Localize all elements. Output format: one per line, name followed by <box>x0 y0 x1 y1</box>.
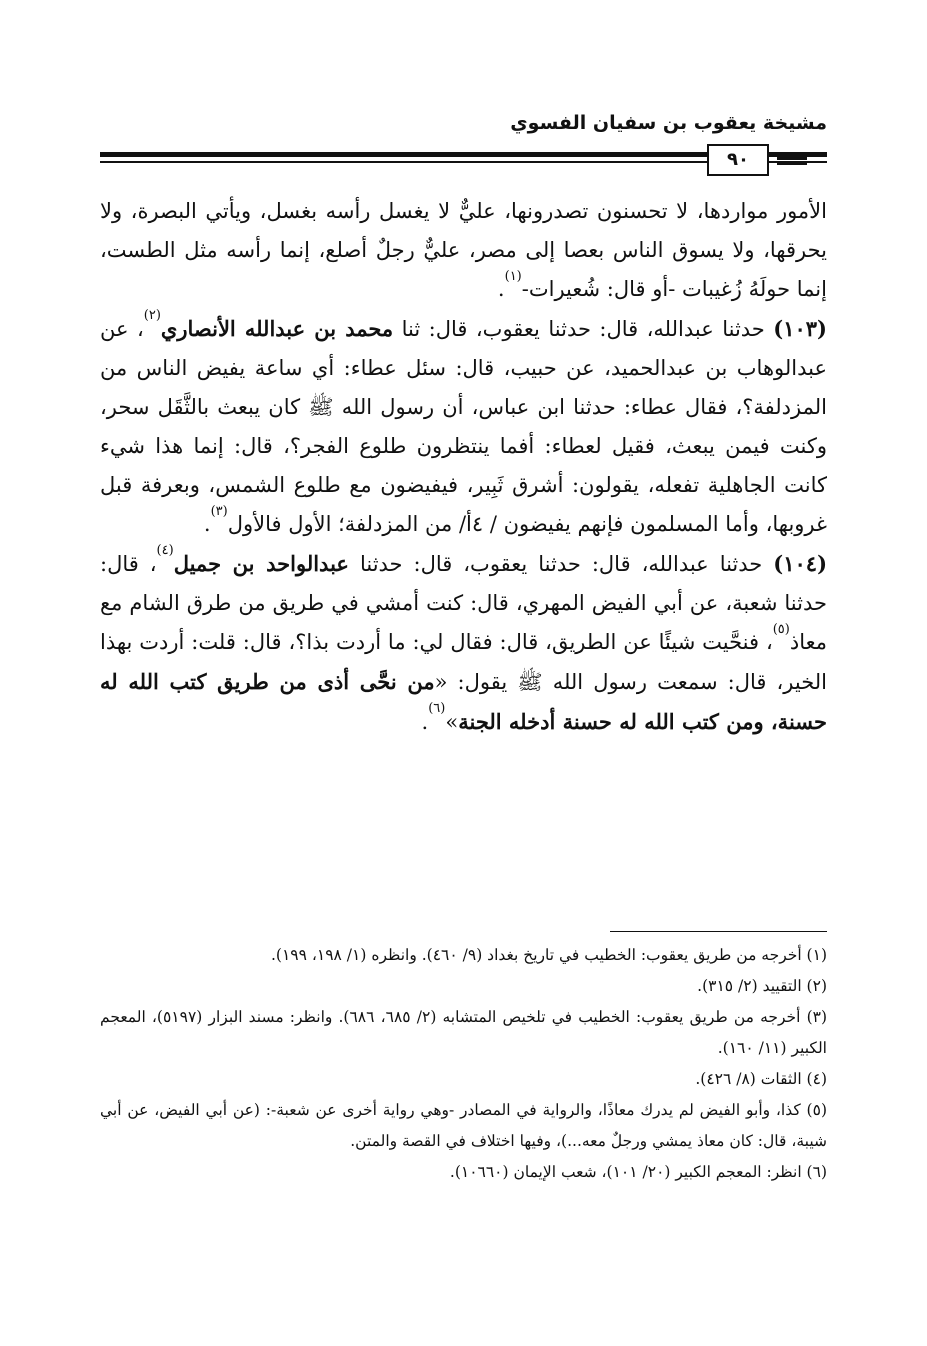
footnote-1: (١) أخرجه من طريق يعقوب: الخطيب في تاريخ بغداد (٩/ ٤٦٠). وانظره (١/ ١٩٨، ١٩٩). <box>270 946 827 964</box>
hadith-entry-104 <box>100 544 827 742</box>
entry-text: ، قال: حدثنا شعبة، عن أبي الفيض المهري، قال: كنت أمشي في طريق من طرق الشام مع معاذ <box>100 552 827 654</box>
punctuation: . <box>203 512 211 536</box>
entry-text: حدثنا عبدالله، قال: حدثنا يعقوب، قال: ثنا <box>401 317 765 341</box>
footnote-4: (٤) الثقات (٨/ ٤٢٦). <box>695 1070 827 1088</box>
hadith-quote: من نحَّى أذى من طريق كتب الله له حسنة، ومن كتب الله له حسنة أدخله الجنة <box>100 669 827 734</box>
main-text <box>100 192 827 742</box>
narrator-name: محمد بن عبدالله الأنصاري <box>160 316 394 341</box>
punctuation: . <box>421 710 429 734</box>
punctuation: . <box>497 277 505 301</box>
footnote-ref: (١) <box>504 269 522 284</box>
page-number-ornament-thin <box>777 163 807 165</box>
entry-number: (١٠٣) <box>773 316 827 341</box>
footnote-5: (٥) كذا، وأبو الفيض لم يدرك معاذًا، والرواية في المصادر -وهي رواية أخرى عن شعبة-: (عن أبي الفيض، عن أبي شيبة، قال: كان معاذ يمشي ورجلٌ معه...)، وفيها اختلاف في القصة والمتن. <box>100 1101 827 1150</box>
footnote-ref: (٥) <box>772 622 790 637</box>
footnote-ref: (٣) <box>210 504 228 519</box>
footnote-6: (٦) انظر: المعجم الكبير (٢٠/ ١٠١)، شعب الإيمان (١٠٦٦٠). <box>449 1163 827 1181</box>
page-number-ornament <box>777 156 807 160</box>
entry-text: ، عن عبدالوهاب بن عبدالحميد، عن حبيب، قال: سئل عطاء: أي ساعة يفيض الناس من المزدلفة؟، فقال عطاء: حدثنا ابن عباس، أن رسول الله ﷺ كان يبعث بالثَّقَل سحر، وكنت فيمن يبعث، فقيل لعطاء: أفما ينتظرون طلوع الفجر؟، قال: إنما هذا شيء كانت الجاهلية تفعله، يقولون: أشرق ثَبِير، فيفيضون مع طلوع الشمس، وبعرفة قبل غروبها، وأما المسلمون فإنهم يفيضون / ٤أ/ من المزدلفة؛ الأول فالأول <box>100 317 827 536</box>
running-header-title: مشيخة يعقوب بن سفيان الفسوي <box>510 112 827 134</box>
narrator-name: عبدالواحد بن جميل <box>173 551 349 576</box>
footnotes <box>100 940 827 1188</box>
footnote-ref: (٢) <box>143 308 161 323</box>
paragraph-text: الأمور مواردها، لا تحسنون تصدرونها، عليٌّ لا يغسل رأسه بغسل، ويأتي البصرة، ولا يحرقها، ولا يسوق الناس بعصا إلى مصر، عليٌّ رجلٌ أصلع، إنما رأسه مثل الطست، إنما حولَهُ زُغيبات -أو قال: شُعيرات- <box>100 199 827 301</box>
footnote-3: (٣) أخرجه من طريق يعقوب: الخطيب في تلخيص المتشابه (٢/ ٦٨٥، ٦٨٦). وانظر: مسند البزار (٥١٩٧)، المعجم الكبير (١١/ ١٦٠). <box>100 1008 828 1057</box>
footnote-ref: (٦) <box>428 701 446 716</box>
hadith-entry-103 <box>100 309 827 544</box>
entry-text: حدثنا عبدالله، قال: حدثنا يعقوب، قال: حدثنا <box>359 552 763 576</box>
footnote-ref: (٤) <box>156 543 174 558</box>
footnote-2: (٢) التقييد (٢/ ٣١٥). <box>697 977 827 995</box>
entry-text: ، فنحَّيت شيئًا عن الطريق، قال: فقال لي: ما أردت بذا؟، قال: قلت: أردت بهذا الخير، قال: سمعت رسول الله ﷺ يقول: « <box>100 630 827 694</box>
footnote-separator <box>610 931 827 932</box>
quote-close: » <box>445 710 459 734</box>
paragraph-continuation <box>100 192 827 309</box>
page-number: ٩٠ <box>707 144 769 176</box>
entry-number: (١٠٤) <box>773 551 827 576</box>
